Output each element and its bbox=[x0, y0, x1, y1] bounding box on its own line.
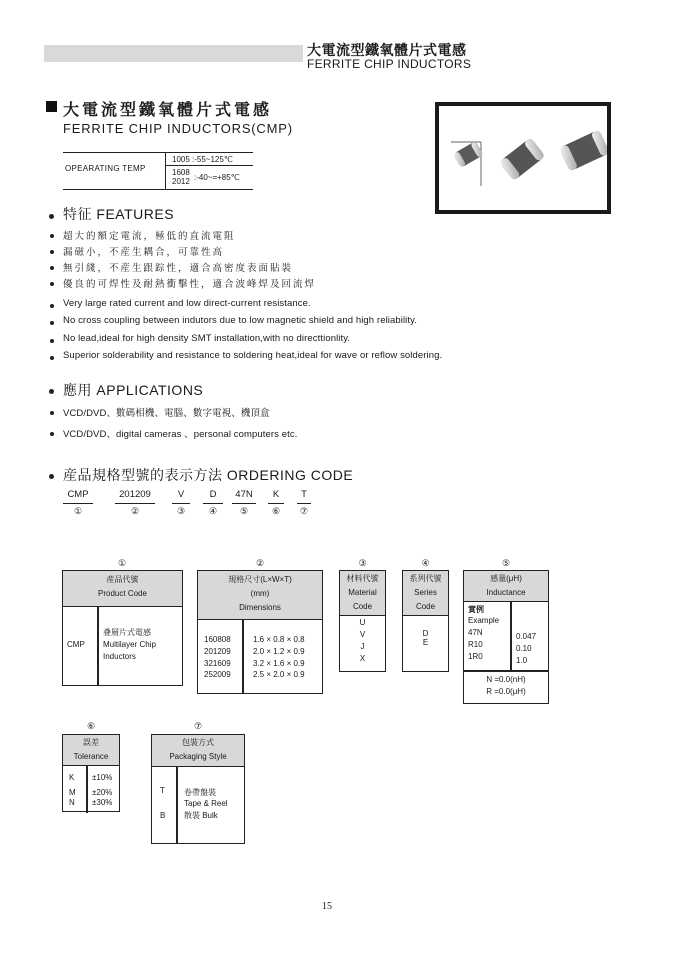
inductance-table bbox=[463, 570, 549, 704]
feature-en-item: No cross coupling between indutors due to low magnetic shield and high reliability. bbox=[63, 315, 418, 326]
dimensions-table bbox=[197, 570, 323, 694]
large-chip-icon bbox=[559, 129, 607, 171]
features-heading: 特征 FEATURES bbox=[63, 206, 175, 222]
bullet-icon bbox=[49, 389, 54, 394]
divider bbox=[165, 165, 253, 166]
underline bbox=[115, 503, 155, 504]
inductance-code: R10 bbox=[468, 640, 483, 649]
temp-size-2012: 2012 bbox=[172, 177, 190, 186]
tolerance-code: K bbox=[69, 773, 75, 782]
dimension-code: 160808 bbox=[204, 635, 231, 644]
product-desc-cn: 叠層片式電感 bbox=[103, 628, 151, 637]
ordering-part-code: K bbox=[272, 489, 280, 500]
series-value: D bbox=[422, 629, 429, 638]
divider bbox=[176, 766, 178, 843]
divider bbox=[242, 619, 244, 693]
ordering-part-code: 47N bbox=[235, 489, 253, 500]
table-index: ① bbox=[117, 558, 127, 568]
packaging-code: B bbox=[160, 811, 166, 820]
tolerance-table bbox=[62, 734, 120, 812]
bullet-icon bbox=[50, 356, 54, 360]
section-title-cn: 大電流型鐵氧體片式電感 bbox=[63, 102, 273, 119]
feature-en-item: Superior solderability and resistance to soldering heat,ideal for wave or reflow soldering. bbox=[63, 350, 443, 361]
application-item: VCD/DVD、數碼相機、電腦、數字電視、機頂盒 bbox=[63, 408, 270, 419]
applications-heading: 應用 APPLICATIONS bbox=[63, 382, 204, 398]
ordering-part-code: 201209 bbox=[119, 489, 151, 500]
header-en: Code bbox=[352, 602, 373, 611]
inductance-code: 1R0 bbox=[468, 652, 483, 661]
feature-cn-item: 無引綫，不産生跟踪性，適合高密度表面貼裝 bbox=[63, 263, 294, 274]
section-title-en: FERRITE CHIP INDUCTORS(CMP) bbox=[63, 121, 293, 136]
material-value: X bbox=[359, 654, 366, 663]
dimension-size: 1.6 × 0.8 × 0.8 bbox=[253, 635, 305, 644]
product-image bbox=[435, 102, 611, 214]
tolerance-code: M bbox=[69, 788, 76, 797]
inductance-value: 0.10 bbox=[516, 644, 532, 653]
ordering-part-code: D bbox=[209, 489, 217, 500]
bullet-icon bbox=[50, 411, 54, 415]
ordering-part-code: T bbox=[301, 489, 307, 500]
ordering-part-index: ④ bbox=[208, 506, 218, 516]
divider bbox=[97, 606, 99, 685]
header-en: Material bbox=[348, 588, 377, 597]
table-index: ③ bbox=[358, 558, 367, 568]
series-value: E bbox=[422, 638, 429, 647]
dimension-size: 3.2 × 1.6 × 0.9 bbox=[253, 659, 305, 668]
inductance-note: R =0.0(μH) bbox=[486, 687, 526, 696]
header-title-en: FERRITE CHIP INDUCTORS bbox=[307, 57, 472, 71]
bullet-icon bbox=[50, 266, 54, 270]
table-header bbox=[63, 735, 119, 766]
bullet-icon bbox=[50, 250, 54, 254]
ordering-part-index: ⑥ bbox=[271, 506, 281, 516]
series-code-table bbox=[402, 570, 449, 672]
divider bbox=[464, 670, 548, 672]
ordering-part-index: ③ bbox=[176, 506, 186, 516]
ordering-part-index: ⑤ bbox=[239, 506, 249, 516]
table-index: ② bbox=[255, 558, 265, 568]
tolerance-value: ±30% bbox=[92, 798, 113, 807]
table-header bbox=[403, 571, 448, 616]
divider bbox=[86, 765, 88, 813]
header-cn: 産品代號 bbox=[106, 575, 139, 584]
underline bbox=[63, 503, 93, 504]
medium-chip-icon bbox=[499, 137, 545, 181]
packaging-desc-cn: 散裝 Bulk bbox=[184, 811, 218, 820]
inductance-value: 1.0 bbox=[516, 656, 528, 665]
feature-cn-item: 超大的額定電流，極低的直流電阻 bbox=[63, 231, 236, 242]
table-index: ④ bbox=[421, 558, 430, 568]
bullet-icon bbox=[50, 234, 54, 238]
bullet-icon bbox=[49, 474, 54, 479]
packaging-desc-cn: 卷帶盤裝 bbox=[184, 788, 216, 797]
feature-en-item: No lead,ideal for high density SMT installation,with no directtionlity. bbox=[63, 333, 351, 344]
underline bbox=[268, 503, 284, 504]
header-line: Dimensions bbox=[239, 603, 281, 612]
temp-value-1608-2012: :-40~=+85℃ bbox=[194, 173, 240, 182]
table-header bbox=[152, 735, 244, 767]
table-index: ⑦ bbox=[193, 721, 203, 731]
operating-temp-table bbox=[63, 152, 253, 190]
chip-inductors-illustration bbox=[439, 106, 607, 210]
packaging-desc-en: Tape & Reel bbox=[184, 799, 228, 808]
page-number: 15 bbox=[322, 901, 332, 912]
inductance-value: 0.047 bbox=[516, 632, 537, 641]
table-header bbox=[464, 571, 548, 602]
header-en: Product Code bbox=[98, 589, 147, 598]
divider bbox=[510, 601, 512, 671]
underline bbox=[203, 503, 223, 504]
bullet-icon bbox=[50, 339, 54, 343]
section-square-icon bbox=[46, 101, 57, 112]
inductance-note: N =0.0(nH) bbox=[486, 675, 526, 684]
packaging-table bbox=[151, 734, 245, 844]
dimension-code: 252009 bbox=[204, 670, 231, 679]
ordering-part-index: ② bbox=[130, 506, 140, 516]
header-en: Code bbox=[415, 602, 436, 611]
tolerance-value: ±20% bbox=[92, 788, 113, 797]
bullet-icon bbox=[50, 432, 54, 436]
header-en: Packaging Style bbox=[169, 752, 227, 761]
feature-cn-item: 優良的可焊性及耐熱衝擊性，適合波峰焊及回流焊 bbox=[63, 279, 317, 290]
dimension-code: 201209 bbox=[204, 647, 231, 656]
table-header bbox=[198, 571, 322, 620]
header-cn: 誤差 bbox=[83, 738, 99, 747]
feature-en-item: Very large rated current and low direct-current resistance. bbox=[63, 298, 311, 309]
header-cn: 系列代號 bbox=[409, 574, 442, 583]
tolerance-value: ±10% bbox=[92, 773, 113, 782]
product-code-table bbox=[62, 570, 183, 686]
dimension-size: 2.0 × 1.2 × 0.9 bbox=[253, 647, 305, 656]
header-en: Series bbox=[414, 588, 437, 597]
header-line: 規格尺寸(L×W×T) bbox=[228, 575, 292, 584]
temp-row-1005: 1005 :-55~125℃ bbox=[172, 155, 233, 164]
dimension-code: 321609 bbox=[204, 659, 231, 668]
header-title-cn: 大電流型鐵氧體片式電感 bbox=[307, 42, 467, 58]
packaging-code: T bbox=[160, 786, 165, 795]
dimension-size: 2.5 × 2.0 × 0.9 bbox=[253, 670, 305, 679]
material-value: J bbox=[360, 642, 365, 651]
header-line: (mm) bbox=[250, 589, 270, 598]
material-value: U bbox=[359, 618, 366, 627]
example-label-en: Example bbox=[468, 616, 500, 625]
underline bbox=[172, 503, 190, 504]
material-value: V bbox=[359, 630, 366, 639]
ordering-part-index: ⑦ bbox=[299, 506, 309, 516]
feature-cn-item: 漏磁小，不産生耦合，可靠性高 bbox=[63, 247, 225, 258]
temp-size-1608: 1608 bbox=[172, 168, 190, 177]
bullet-icon bbox=[49, 214, 54, 219]
header-en: Tolerance bbox=[73, 752, 109, 761]
ordering-part-index: ① bbox=[73, 506, 83, 516]
header-en: Inductance bbox=[486, 588, 526, 597]
application-item: VCD/DVD、digital cameras 、personal computers etc. bbox=[63, 429, 298, 440]
table-header bbox=[340, 571, 385, 616]
material-code-table bbox=[339, 570, 386, 672]
ordering-part-code: CMP bbox=[67, 489, 89, 500]
product-desc-en: Multilayer Chip bbox=[103, 640, 156, 649]
product-code-value: CMP bbox=[67, 640, 85, 649]
small-chip-icon bbox=[453, 141, 484, 168]
bullet-icon bbox=[50, 321, 54, 325]
bullet-icon bbox=[50, 304, 54, 308]
header-cn: 感量(μH) bbox=[490, 574, 522, 583]
operating-temp-label: OPEARATING TEMP bbox=[65, 164, 146, 173]
header-cn: 包裝方式 bbox=[182, 738, 214, 747]
example-label-cn: 實例 bbox=[468, 605, 484, 614]
tolerance-code: N bbox=[69, 798, 75, 807]
ordering-part-code: V bbox=[177, 489, 185, 500]
table-index: ⑤ bbox=[501, 558, 511, 568]
divider bbox=[165, 153, 166, 189]
table-header bbox=[63, 571, 182, 607]
underline bbox=[232, 503, 256, 504]
table-index: ⑥ bbox=[86, 721, 96, 731]
product-desc-en: Inductors bbox=[103, 652, 136, 661]
inductance-code: 47N bbox=[468, 628, 483, 637]
bullet-icon bbox=[50, 282, 54, 286]
underline bbox=[297, 503, 311, 504]
header-cn: 材料代號 bbox=[346, 574, 379, 583]
header-bar bbox=[44, 45, 303, 62]
ordering-heading: 産品規格型號的表示方法 ORDERING CODE bbox=[63, 467, 354, 483]
